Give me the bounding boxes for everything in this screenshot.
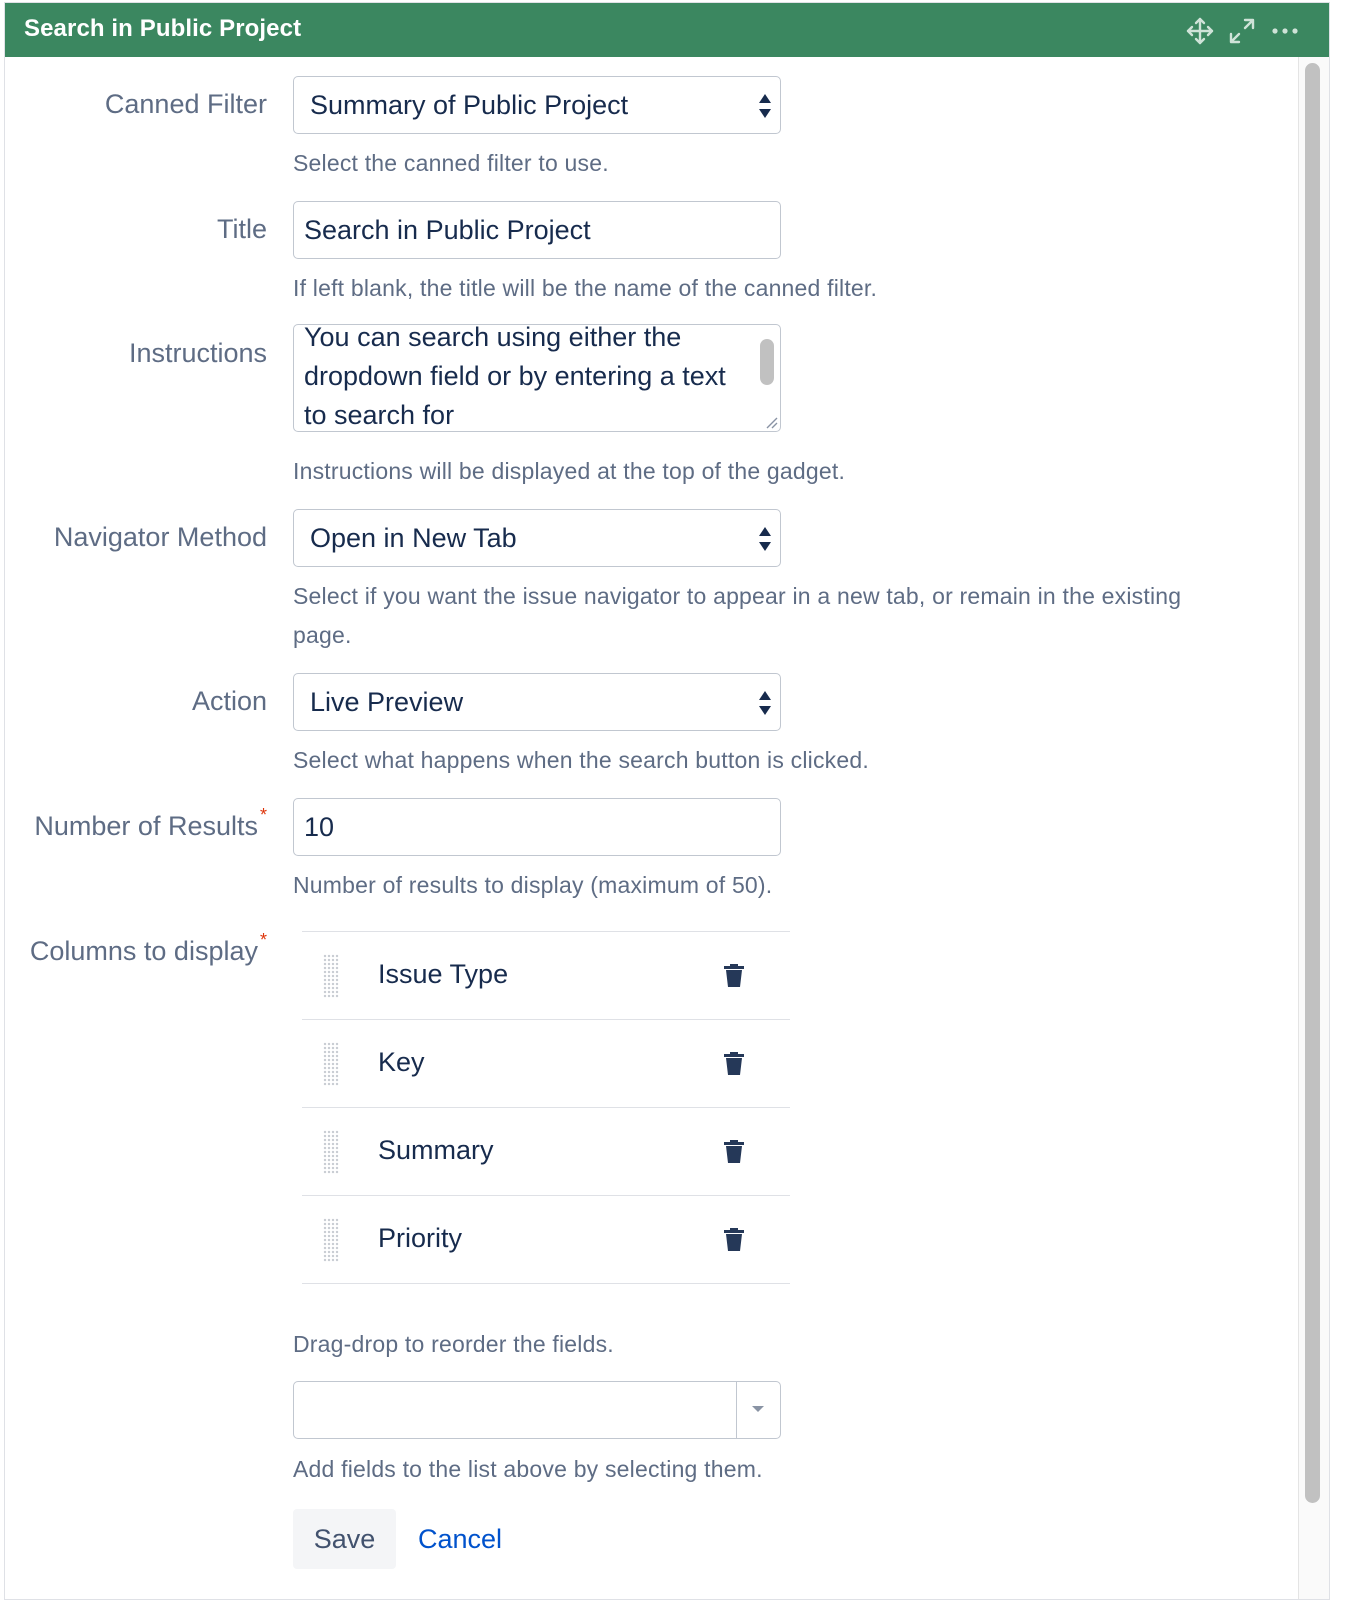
columns-list (302, 931, 790, 1284)
canned-filter-help: Select the canned filter to use. (293, 150, 609, 176)
action-select[interactable] (293, 673, 781, 731)
title-help: If left blank, the title will be the name of the canned filter. (293, 275, 878, 301)
number-of-results-label-text: Number of Results (34, 811, 258, 841)
navigator-method-help-1: Select if you want the issue navigator to appear in a new tab, or remain in the existing (293, 583, 1182, 609)
select-arrows-icon (758, 92, 772, 120)
required-marker: * (259, 805, 267, 825)
canned-filter-label: Canned Filter (104, 89, 267, 119)
gadget-title: Search in Public Project (24, 15, 302, 42)
columns-label (29, 930, 267, 967)
add-field-combobox[interactable] (293, 1381, 781, 1439)
column-row-issue-type[interactable] (302, 931, 790, 1019)
select-arrows-icon (758, 525, 772, 553)
column-label: Summary (378, 1135, 494, 1165)
number-of-results-label (34, 805, 267, 842)
trash-icon[interactable] (722, 962, 746, 988)
number-of-results-help: Number of results to display (maximum of 50). (293, 872, 773, 898)
trash-icon[interactable] (722, 1050, 746, 1076)
drag-handle-icon[interactable] (323, 954, 339, 998)
column-row-key[interactable] (302, 1019, 790, 1107)
column-label: Priority (378, 1223, 463, 1253)
navigator-method-value: Open in New Tab (310, 523, 517, 553)
column-label: Issue Type (378, 959, 509, 989)
textarea-scroll-thumb[interactable] (760, 339, 774, 385)
select-arrows-icon (758, 689, 772, 717)
more-icon[interactable] (1269, 15, 1301, 47)
number-of-results-input[interactable] (293, 798, 781, 856)
title-label: Title (216, 214, 267, 244)
action-value: Live Preview (310, 687, 464, 717)
canned-filter-value: Summary of Public Project (310, 90, 629, 120)
canned-filter-select[interactable] (293, 76, 781, 134)
chevron-down-icon (750, 1404, 766, 1414)
instructions-help: Instructions will be displayed at the top of the gadget. (293, 458, 846, 484)
title-input[interactable] (293, 201, 781, 259)
expand-icon[interactable] (1226, 15, 1258, 47)
add-field-dropdown-button[interactable] (736, 1382, 780, 1438)
scrollbar[interactable] (1298, 57, 1329, 1599)
cancel-button[interactable]: Cancel (418, 1524, 503, 1554)
instructions-text: You can search using either the dropdown field or by entering a text to search for (304, 324, 726, 430)
instructions-label: Instructions (128, 338, 267, 368)
required-marker: * (259, 930, 267, 950)
instructions-textarea[interactable] (293, 324, 781, 432)
scroll-thumb[interactable] (1305, 63, 1320, 1503)
trash-icon[interactable] (722, 1138, 746, 1164)
action-label: Action (191, 686, 267, 716)
navigator-method-label: Navigator Method (53, 522, 267, 552)
columns-label-text: Columns to display (29, 936, 258, 966)
column-label: Key (378, 1047, 425, 1077)
action-help: Select what happens when the search button is clicked. (293, 747, 869, 773)
drag-handle-icon[interactable] (323, 1130, 339, 1174)
number-of-results-value: 10 (304, 812, 335, 842)
column-row-summary[interactable] (302, 1107, 790, 1195)
drag-handle-icon[interactable] (323, 1042, 339, 1086)
title-input-value: Search in Public Project (304, 215, 591, 245)
gadget-header (5, 3, 1329, 57)
save-button[interactable]: Save (293, 1509, 396, 1569)
drag-handle-icon[interactable] (323, 1218, 339, 1262)
resize-handle-icon[interactable] (762, 413, 778, 429)
navigator-method-help-2: page. (293, 622, 352, 648)
reorder-help: Drag-drop to reorder the fields. (293, 1331, 614, 1357)
trash-icon[interactable] (722, 1226, 746, 1252)
move-icon[interactable] (1184, 15, 1216, 47)
navigator-method-select[interactable] (293, 509, 781, 567)
add-field-help: Add fields to the list above by selecting them. (293, 1456, 763, 1482)
column-row-priority[interactable] (302, 1195, 790, 1284)
